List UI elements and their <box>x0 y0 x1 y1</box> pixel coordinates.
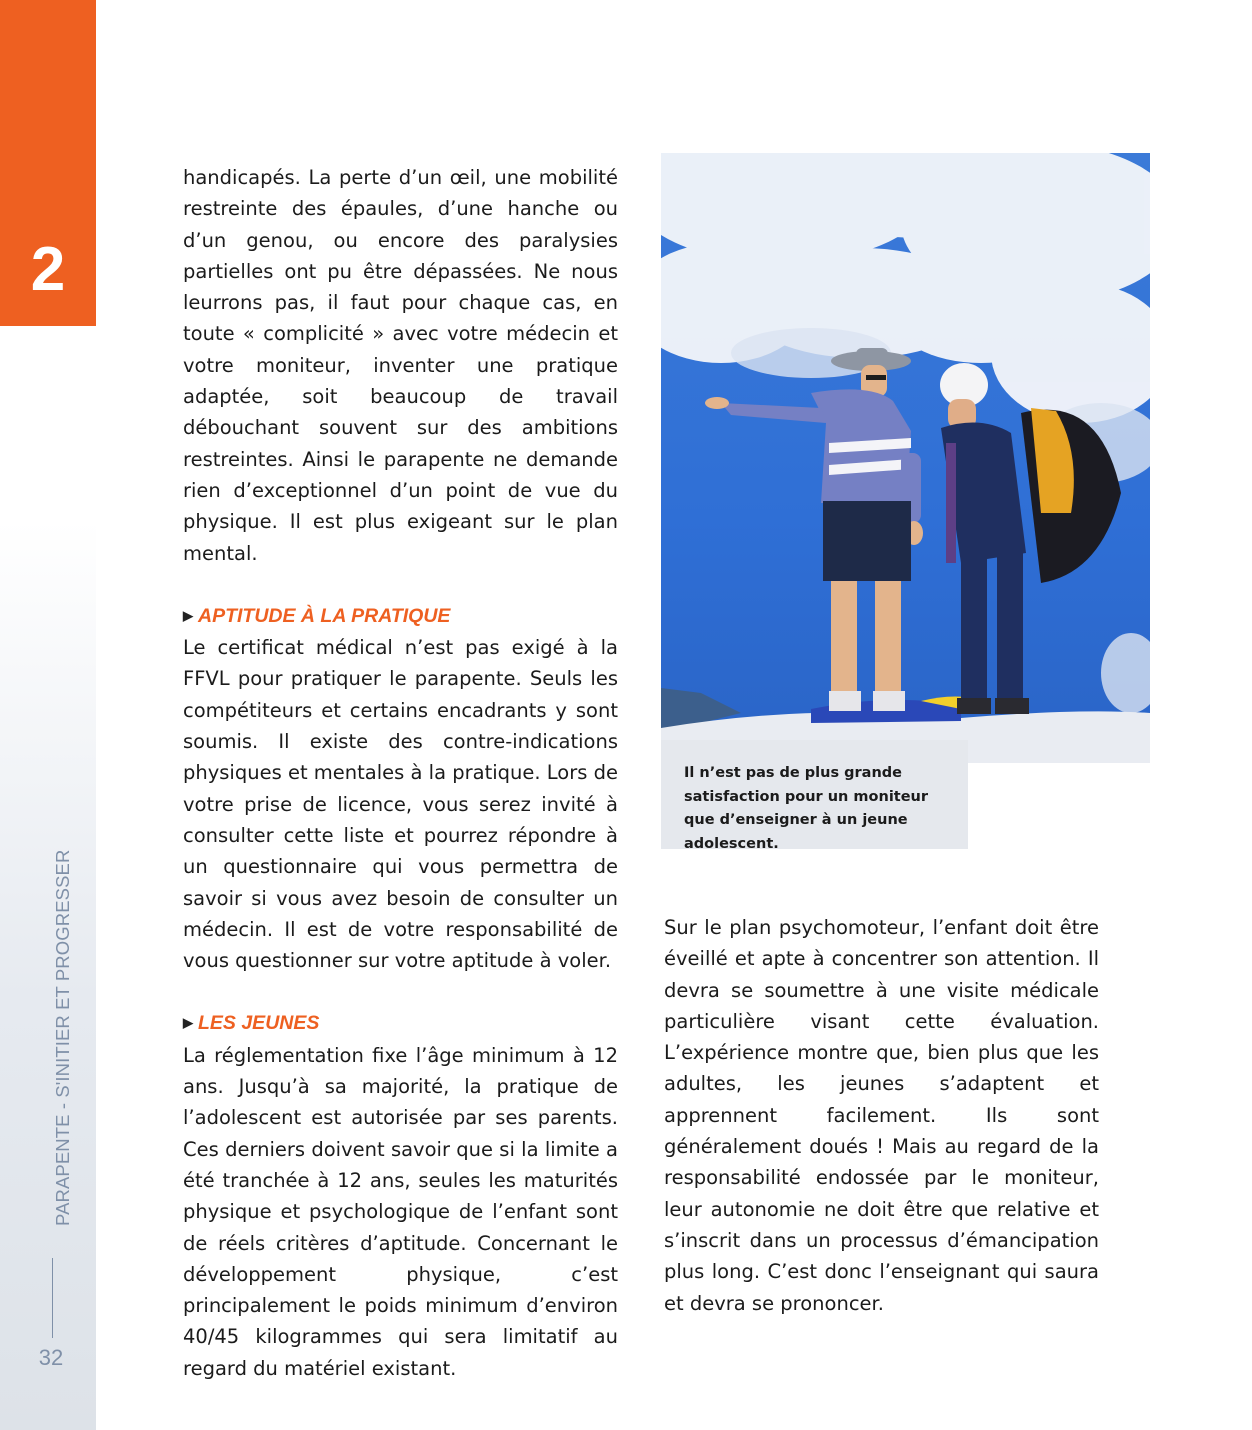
section-heading-jeunes <box>183 1007 618 1039</box>
triangle-bullet-icon: ▶ <box>183 1015 193 1031</box>
section-heading-text: APTITUDE À LA PRATIQUE <box>198 604 451 627</box>
paragliding-photo <box>661 153 1150 763</box>
section-heading-text: LES JEUNES <box>198 1012 320 1035</box>
running-title: PARAPENTE - S'INITIER ET PROGRESSER <box>52 849 73 1226</box>
intro-paragraph: handicapés. La perte d’un œil, une mobilité restreinte des épaules, d’une hanche ou d’un genou, ou encore des paralysies partielles ont pu être dépassées. Ne nous leurrons pas, il faut pour chaque cas, en toute « complicité » avec votre médecin et votre moniteur, inventer une pratique adaptée, soit beaucoup de travail débouchant souvent sur des ambitions restreintes. Ainsi le parapente ne demande rien d’exceptionnel d’un point de vue du physique. Il est plus exigeant sur le plan mental. <box>183 166 618 565</box>
chapter-number: 2 <box>30 235 66 304</box>
section-heading-aptitude <box>183 600 618 632</box>
running-title-rule <box>52 1258 53 1338</box>
photo-caption-box <box>661 740 968 852</box>
left-text-column <box>183 162 618 1384</box>
jeunes-paragraph: La réglementation fixe l’âge minimum à 12 ans. Jusqu’à sa majorité, la pratique de l’adolescent est autorisée par ses parents. Ces derniers doivent savoir que si la limite a été tranchée à 12 ans, seules les maturités physique et psychologique de l’enfant sont de réels critères d’aptitude. Concernant le développement physique, c’est principalement le poids minimum d’environ 40/45 kilogrammes qui sera limitatif au regard du matériel existant. <box>183 1043 618 1380</box>
page-number: 32 <box>38 1345 64 1370</box>
aptitude-paragraph: Le certificat médical n’est pas exigé à la FFVL pour pratiquer le parapente. Seuls les compétiteurs et certains encadrants y sont soumis. Il existe des contre-indications physiques et mentales à la pratique. Lors de votre prise de licence, vous serez invité à consulter cette liste et pourrez répondre à un questionnaire qui vous permettra de savoir si vous avez besoin de consulter un médecin. Il est de votre responsabilité de vous questionner sur votre aptitude à voler. <box>183 636 618 973</box>
psychomoteur-paragraph: Sur le plan psychomoteur, l’enfant doit être éveillé et apte à concentrer son attention. Il devra se soumettre à une visite médicale particulière visant cette évaluation. L’expérience montre que, bien plus que les adultes, les jeunes s’adaptent et apprennent facilement. Ils sont généralement doués ! Mais au regard de la responsabilité endossée par le moniteur, leur autonomie ne doit être que relative et s’inscrit dans un processus d’émancipation plus long. C’est donc l’enseignant qui saura et devra se prononcer. <box>664 916 1099 1315</box>
right-text-column <box>664 912 1099 1319</box>
chapter-tab <box>0 0 96 326</box>
triangle-bullet-icon: ▶ <box>183 607 193 623</box>
photo-caption: Il n’est pas de plus grande satisfaction pour un moniteur que d’enseigner à un jeune adolescent. <box>684 765 929 852</box>
